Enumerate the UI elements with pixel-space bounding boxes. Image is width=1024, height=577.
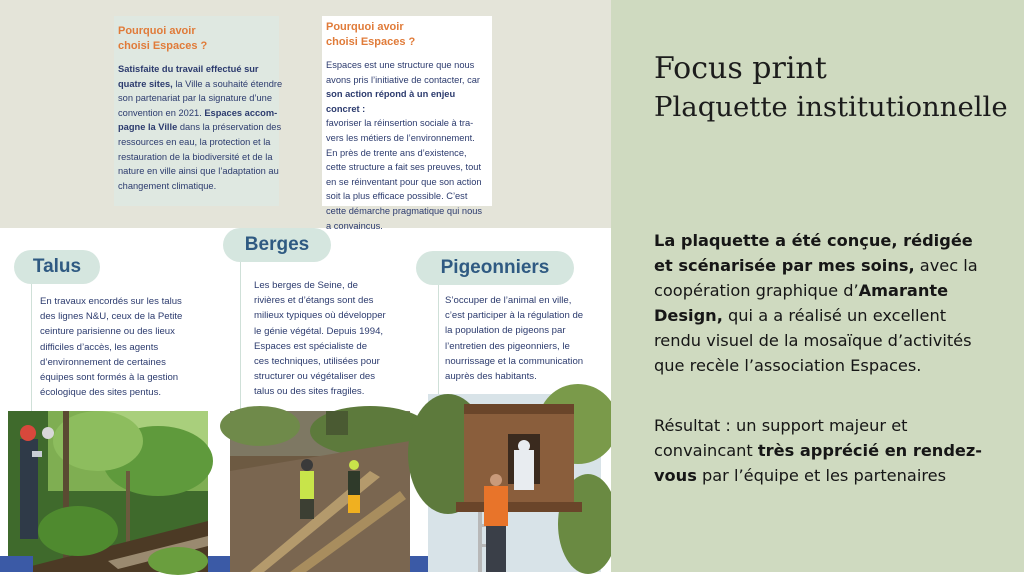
berges-photo (230, 411, 410, 572)
talus-heading: Talus (14, 250, 100, 284)
box1-kicker: Pourquoi avoir choisi Espaces ? (118, 25, 208, 52)
panel-result: Résultat : un support majeur et convaincant très apprécié en rendez-vous par l’équipe et les partenaires (654, 416, 983, 485)
pigeonniers-photo (428, 394, 601, 572)
box2-kicker: Pourquoi avoir choisi Espaces ? (326, 21, 416, 48)
panel-subtitle: Plaquette institutionnelle (654, 91, 1008, 123)
quote-box-city (114, 16, 283, 206)
talus-photo (8, 411, 208, 572)
berges-heading: Berges (223, 228, 331, 262)
talus-connector-line (31, 282, 32, 412)
description-panel (611, 0, 1024, 572)
panel-description: La plaquette a été conçue, rédigée et scénarisée par mes soins, avec la coopération graphique d’Amarante Design, qui a a réalisé un excellent rendu visuel de la mosaïque d’activités que recèle l’association Espaces. (654, 231, 978, 375)
bottom-strip-mid (208, 556, 230, 572)
pigeonniers-connector-line (438, 284, 439, 396)
box2-body: Espaces est une structure que nous avons pris l’initiative de contacter, car son action répond à un enjeu concret : favoriser la réinsertion sociale à tra- vers les métiers de l’environnement. En près de trente ans d’existence, cette structure a fait ses preuves, tout en se réinventant pour que son action soit la plus efficace possible. C’est cette démarche pragmatique qui nous a convaincus. (326, 60, 483, 231)
panel-title: Focus print (654, 51, 827, 86)
box1-body: Satisfaite du travail effectué sur quatre sites, la Ville a souhaité étendre son partenariat par la signature d’une convention en 2021. Espaces accom- pagne la Ville dans la préservation des ressources en eau, la protection et la restauration de la biodiversité et de la nature en ville ainsi que l’adaptation au changement climatique. (118, 64, 283, 191)
berges-description: Les berges de Seine, de rivières et d’étangs sont des milieux typiques où développer le génie végétal. Depuis 1994, Espaces est spécialiste de ces techniques, utilisées pour structurer ou végétaliser des talus ou des sites fragiles. (254, 280, 386, 398)
quote-box-partner (322, 16, 492, 231)
bottom-strip-right (410, 556, 428, 572)
pigeonniers-description: S’occuper de l’animal en ville, c’est participer à la régulation de la population de pigeons par l’entretien des pigeonniers, le nourrissage et la communication auprès des habitants. (445, 295, 584, 383)
bottom-strip-left (0, 556, 33, 572)
berges-connector-line (240, 262, 241, 412)
talus-description: En travaux encordés sur les talus des lignes N&U, ceux de la Petite ceinture parisienne ou des lieux difficiles d’accès, les agents d’environnement de certaines équipes sont formés à la gestion écologique des sites pentus. (40, 296, 183, 399)
pigeonniers-heading: Pigeonniers (416, 251, 574, 285)
